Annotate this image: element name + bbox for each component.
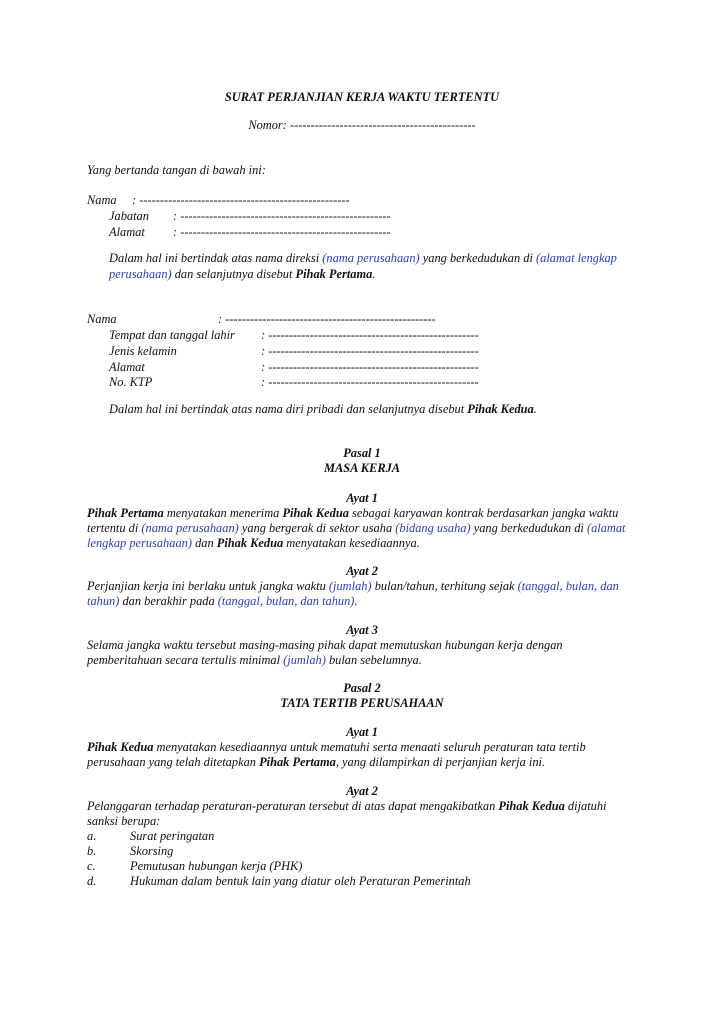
list-item-text: Skorsing: [130, 844, 174, 858]
pihak-pertama-term: Pihak Pertama: [87, 506, 164, 520]
text-segment: dijatuhi: [564, 799, 607, 813]
pihak2-jk-value: : ---------------------------------------------------: [261, 344, 479, 358]
text-segment: Perjanjian kerja ini berlaku untuk jangka waktu: [87, 579, 329, 593]
pihak1-jabatan-label: Jabatan: [109, 209, 149, 223]
pihak-kedua-term: Pihak Kedua: [87, 740, 154, 754]
pihak-kedua-term: Pihak Kedua: [467, 402, 534, 416]
text-segment: .: [533, 402, 537, 416]
pihak-kedua-term: Pihak Kedua: [498, 799, 565, 813]
placeholder-alamat-cont: lengkap perusahaan): [87, 536, 192, 550]
pihak2-ktp-label: No. KTP: [109, 375, 153, 389]
pihak1-nama-label: Nama: [87, 193, 117, 207]
pihak2-alamat-label: Alamat: [109, 360, 145, 374]
pasal2-ayat1-line2: [87, 755, 637, 771]
text-segment: Pelanggaran terhadap peraturan-peraturan tersebut di atas dapat mengakibatkan: [87, 799, 499, 813]
pasal1-title: MASA KERJA: [323, 461, 401, 475]
pihak1-alamat-label: Alamat: [109, 225, 145, 239]
text-segment: Dalam hal ini bertindak atas nama direksi: [109, 251, 323, 265]
placeholder-jumlah: (jumlah): [328, 579, 372, 593]
list-marker: b.: [87, 844, 97, 858]
text-segment: menyatakan menerima: [163, 506, 283, 520]
pasal2-ayat2-heading: Ayat 2: [346, 784, 378, 798]
text-segment: menyatakan kesediaannya untuk mematuhi serta menaati seluruh peraturan tata tertib: [153, 740, 586, 754]
pasal1-ayat3-line1: Selama jangka waktu tersebut masing-masing pihak dapat memutuskan hubungan kerja dengan: [87, 638, 563, 652]
text-segment: , yang dilampirkan di perjanjian kerja ini.: [335, 755, 546, 769]
pihak2-ktp-value: : ---------------------------------------------------: [261, 375, 479, 389]
pihak-kedua-term: Pihak Kedua: [282, 506, 349, 520]
text-segment: bulan/tahun, terhitung sejak: [371, 579, 518, 593]
text-segment: .: [372, 267, 376, 281]
pasal2-ayat1-line1: [87, 740, 637, 756]
text-segment: Dalam hal ini bertindak atas nama diri pribadi dan selanjutnya disebut: [109, 402, 468, 416]
pihak-kedua-term: Pihak Kedua: [216, 536, 284, 550]
list-marker: a.: [87, 829, 97, 843]
text-segment: perusahaan yang telah ditetapkan: [87, 755, 260, 769]
placeholder-tanggal-berakhir: (tanggal, bulan, dan tahun): [217, 594, 355, 608]
placeholder-alamat: (alamat: [586, 521, 626, 535]
pihak2-nama-label: Nama: [87, 312, 117, 326]
intro-text: Yang bertanda tangan di bawah ini:: [87, 163, 266, 177]
sanction-list-item: [87, 874, 471, 890]
sanction-list-item: [87, 859, 302, 875]
placeholder-alamat-perusahaan-cont: perusahaan): [109, 267, 172, 281]
pihak1-description-line2: [109, 267, 375, 283]
pihak1-nama-row: [87, 193, 350, 209]
pasal1-ayat2-heading: Ayat 2: [346, 564, 378, 578]
placeholder-nama-perusahaan: (nama perusahaan): [322, 251, 420, 265]
pasal1-ayat2-line2: [87, 594, 637, 610]
pihak1-jabatan-row: [109, 209, 391, 225]
pasal2-ayat2-line2: sanksi berupa:: [87, 814, 161, 828]
list-item-text: Surat peringatan: [130, 829, 215, 843]
pihak2-alamat-value: : ---------------------------------------------------: [261, 360, 479, 374]
text-segment: yang bergerak di sektor usaha: [238, 521, 396, 535]
text-segment: dan selanjutnya disebut: [171, 267, 296, 281]
pasal2-ayat2-line1: [87, 799, 637, 815]
pasal1-ayat1-line1: [87, 506, 637, 522]
pihak-pertama-term: Pihak Pertama: [295, 267, 373, 281]
placeholder-alamat-perusahaan: (alamat lengkap: [536, 251, 617, 265]
text-segment: dan: [191, 536, 217, 550]
text-segment: dan berakhir pada: [119, 594, 218, 608]
pihak2-nama-row: [87, 312, 436, 328]
pasal1-ayat1-line2: [87, 521, 637, 537]
sanction-list-item: [87, 844, 173, 860]
pihak2-ktp-row: [109, 375, 479, 391]
placeholder-tanggal: (tanggal, bulan, dan: [517, 579, 619, 593]
list-marker: d.: [87, 874, 97, 888]
text-segment: .: [354, 594, 358, 608]
pasal2-number: Pasal 2: [343, 681, 381, 695]
pihak2-ttl-row: [109, 328, 479, 344]
placeholder-nama-perusahaan: (nama perusahaan): [141, 521, 239, 535]
placeholder-bidang-usaha: (bidang usaha): [395, 521, 471, 535]
pasal2-title: TATA TERTIB PERUSAHAAN: [280, 696, 444, 710]
pihak2-nama-value: : ---------------------------------------------------: [218, 312, 436, 326]
document-number: Nomor: ---------------------------------------------: [248, 118, 476, 132]
text-segment: yang berkedudukan di: [470, 521, 587, 535]
pihak-pertama-term: Pihak Pertama: [259, 755, 336, 769]
pihak2-description: [109, 402, 537, 418]
pihak2-ttl-value: : ---------------------------------------------------: [261, 328, 479, 342]
text-segment: sebagai karyawan kontrak berdasarkan jangka waktu: [348, 506, 619, 520]
pihak2-ttl-label: Tempat dan tanggal lahir: [109, 328, 235, 342]
list-item-text: Hukuman dalam bentuk lain yang diatur oleh Peraturan Pemerintah: [130, 874, 471, 888]
pasal1-ayat1-line3: [87, 536, 637, 552]
pasal2-ayat1-heading: Ayat 1: [346, 725, 378, 739]
text-segment: pemberitahuan secara tertulis minimal: [87, 653, 284, 667]
placeholder-tanggal-cont: tahun): [87, 594, 120, 608]
pihak2-jk-label: Jenis kelamin: [109, 344, 177, 358]
document-title: SURAT PERJANJIAN KERJA WAKTU TERTENTU: [224, 90, 500, 104]
pihak1-nama-value: : ---------------------------------------------------: [132, 193, 350, 207]
text-segment: menyatakan kesediaannya.: [283, 536, 420, 550]
pihak1-jabatan-value: : ---------------------------------------------------: [173, 209, 391, 223]
pihak2-alamat-row: [109, 360, 479, 376]
pasal1-ayat3-line2: [87, 653, 637, 669]
text-segment: yang berkedudukan di: [419, 251, 536, 265]
pihak1-alamat-value: : ---------------------------------------------------: [173, 225, 391, 239]
pihak2-jk-row: [109, 344, 479, 360]
list-item-text: Pemutusan hubungan kerja (PHK): [130, 859, 303, 873]
sanction-list-item: [87, 829, 214, 845]
pihak1-alamat-row: [109, 225, 391, 241]
pasal1-ayat2-line1: [87, 579, 637, 595]
pihak1-description-line1: [109, 251, 617, 267]
pasal1-ayat3-heading: Ayat 3: [346, 623, 378, 637]
pasal1-ayat1-heading: Ayat 1: [346, 491, 378, 505]
placeholder-jumlah: (jumlah): [283, 653, 326, 667]
text-segment: tertentu di: [87, 521, 142, 535]
list-marker: c.: [87, 859, 96, 873]
pasal1-number: Pasal 1: [343, 446, 381, 460]
text-segment: bulan sebelumnya.: [325, 653, 422, 667]
